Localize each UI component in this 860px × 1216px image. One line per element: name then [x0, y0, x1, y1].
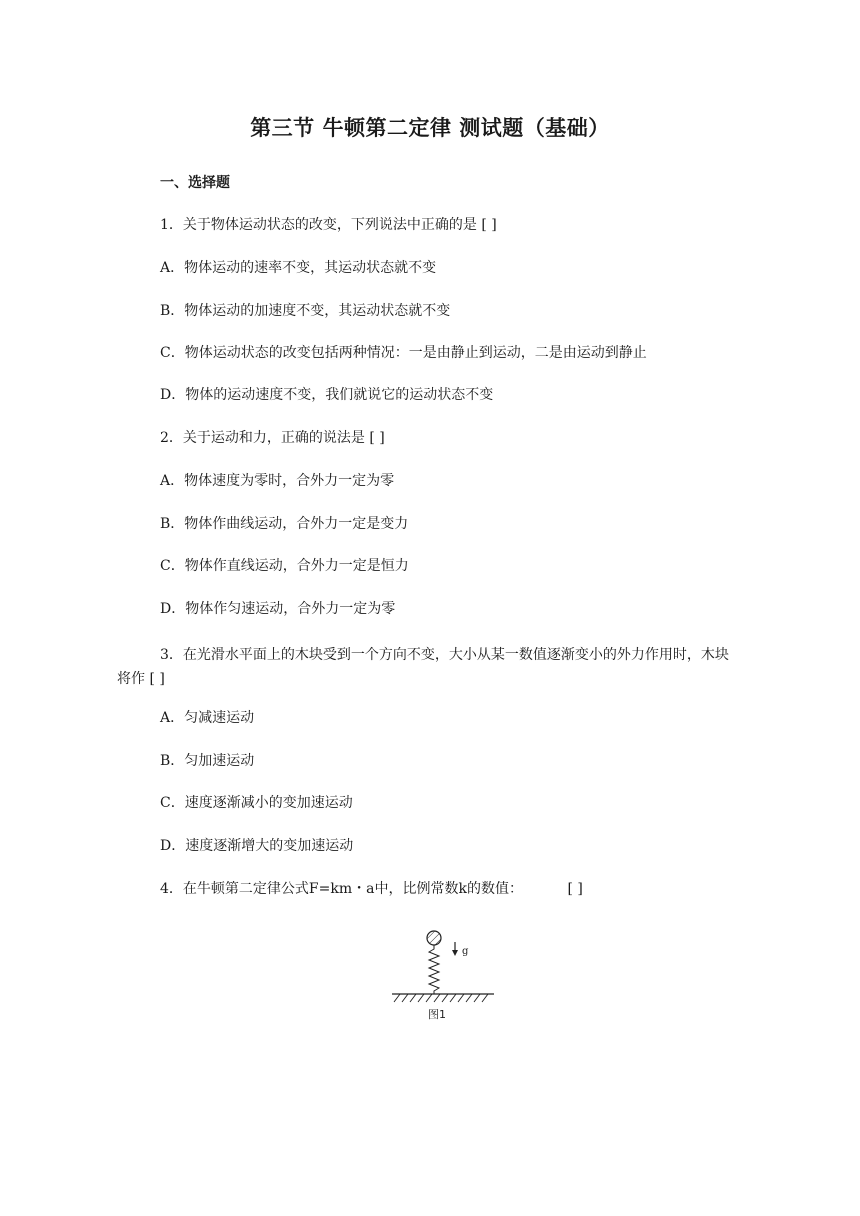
question-3-stem: 3．在光滑水平面上的木块受到一个方向不变，大小从某一数值逐渐变小的外力作用时，木块将作 [ ]: [117, 647, 729, 687]
question-2-option-a: A．物体速度为零时，合外力一定为零: [160, 473, 395, 489]
down-arrow-icon: [452, 942, 458, 956]
ground-hatching: [394, 994, 488, 1002]
question-4-stem: 4．在牛顿第二定律公式F=km・a中，比例常数k的数值： [ ]: [160, 881, 583, 897]
question-2-option-b: B．物体作曲线运动，合外力一定是变力: [160, 516, 409, 532]
question-1-stem: 1．关于物体运动状态的改变，下列说法中正确的是 [ ]: [160, 217, 497, 233]
figure-caption: 图1: [428, 1008, 446, 1021]
section-heading: 一、选择题: [160, 175, 230, 191]
question-2-stem: 2．关于运动和力，正确的说法是 [ ]: [160, 430, 385, 446]
question-2-option-c: C．物体作直线运动，合外力一定是恒力: [160, 558, 409, 574]
gravity-label: g: [462, 946, 469, 957]
question-1-option-c: C．物体运动状态的改变包括两种情况：一是由静止到运动，二是由运动到静止: [160, 345, 647, 361]
question-3-option-a: A．匀减速运动: [160, 710, 255, 726]
question-3-option-b: B．匀加速运动: [160, 753, 255, 769]
figure-spring-ball: [390, 926, 500, 1026]
question-2-option-d: D．物体作匀速运动，合外力一定为零: [160, 601, 396, 617]
question-1-option-a: A．物体运动的速率不变，其运动状态就不变: [160, 260, 437, 276]
question-1-option-b: B．物体运动的加速度不变，其运动状态就不变: [160, 303, 451, 319]
spring-icon: [429, 945, 439, 994]
ball-icon: [427, 931, 441, 945]
page-title: 第三节 牛顿第二定律 测试题（基础）: [250, 116, 610, 140]
question-3-option-c: C．速度逐渐减小的变加速运动: [160, 795, 353, 811]
question-1-option-d: D．物体的运动速度不变，我们就说它的运动状态不变: [160, 387, 494, 403]
question-3-option-d: D．速度逐渐增大的变加速运动: [160, 838, 354, 854]
